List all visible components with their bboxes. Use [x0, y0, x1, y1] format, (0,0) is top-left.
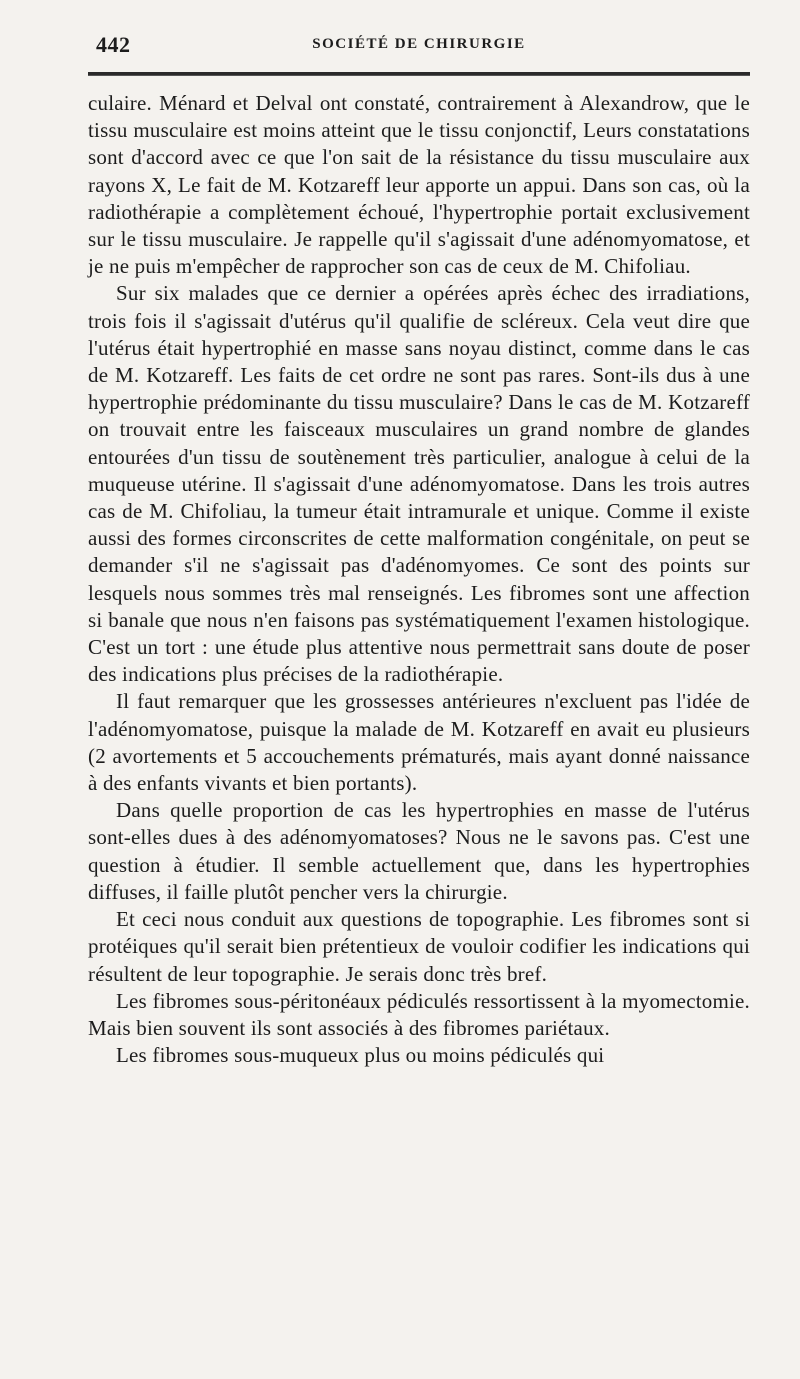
paragraph-3: Il faut remarquer que les grossesses antérieures n'excluent pas l'idée de l'adénomyomatose, puisque la malade de M. Kotzareff en avait eu plusieurs (2 avortements et 5 accouchements prématurés, mais ayant donné naissance à des enfants vivants et bien portants).: [88, 689, 750, 796]
paragraph-7: Les fibromes sous-muqueux plus ou moins pédiculés qui: [116, 1043, 605, 1068]
body-text: [88, 90, 750, 1069]
paragraph-6: Les fibromes sous-péritonéaux pédiculés ressortissent à la myomectomie. Mais bien souvent ils sont associés à des fibromes pariétaux.: [88, 988, 750, 1040]
paragraph-4: Dans quelle proportion de cas les hypertrophies en masse de l'utérus sont-elles dues à des adénomyomatoses? Nous ne le savons pas. C'est une question à étudier. Il semble actuellement que, dans les hypertrophies diffuses, il faille plutôt pencher vers la chirurgie.: [88, 798, 750, 904]
running-head: [88, 0, 750, 72]
running-title: SOCIÉTÉ DE CHIRURGIE: [312, 36, 526, 52]
paragraph-5: Et ceci nous conduit aux questions de topographie. Les fibromes sont si protéiques qu'il serait bien prétentieux de vouloir codifier les indications qui résultent de leur topographie. Je serais donc très bref.: [88, 907, 750, 986]
page-number: 442: [96, 32, 131, 57]
paragraph-2: Sur six malades que ce dernier a opérées après échec des irradiations, trois fois il s'agissait d'utérus qu'il qualifie de scléreux. Cela veut dire que l'utérus était hypertrophié en masse sans noyau distinct, comme dans le cas de M. Kotzareff. Les faits de cet ordre ne sont pas rares. Sont-ils dus à une hypertrophie prédominante du tissu musculaire? Dans le cas de M. Kotzareff on trouvait entre les faisceaux musculaires un grand nombre de glandes entourées d'un tissu de soutènement très particulier, analogue à celui de la muqueuse utérine. Il s'agissait d'une adénomyomatose. Dans les trois autres cas de M. Chifoliau, la tumeur était intramurale et unique. Comme il existe aussi des formes circonscrites de cette malformation congénitale, on peut se demander s'il ne s'agissait pas d'adénomyomes. Ce sont des points sur lesquels nous sommes très mal renseignés. Les fibromes sont une affection si banale que nous n'en faisons pas systématiquement l'examen histologique. C'est un tort : une étude plus attentive nous permettrait sans doute de poser des indications plus précises de la radiothérapie.: [88, 281, 750, 687]
header-rule: [88, 72, 750, 76]
paragraph-1: culaire. Ménard et Delval ont constaté, contrairement à Alexandrow, que le tissu musculaire est moins atteint que le tissu conjonctif, Leurs constatations sont d'accord avec ce que l'on sait de la résistance du tissu musculaire aux rayons X, Le fait de M. Kotzareff leur apporte un appui. Dans son cas, où la radiothérapie a complètement échoué, l'hypertrophie portait exclusivement sur le tissu musculaire. Je rappelle qu'il s'agissait d'une adénomyomatose, et je ne puis m'empêcher de rapprocher son cas de ceux de M. Chifoliau.: [88, 91, 750, 279]
